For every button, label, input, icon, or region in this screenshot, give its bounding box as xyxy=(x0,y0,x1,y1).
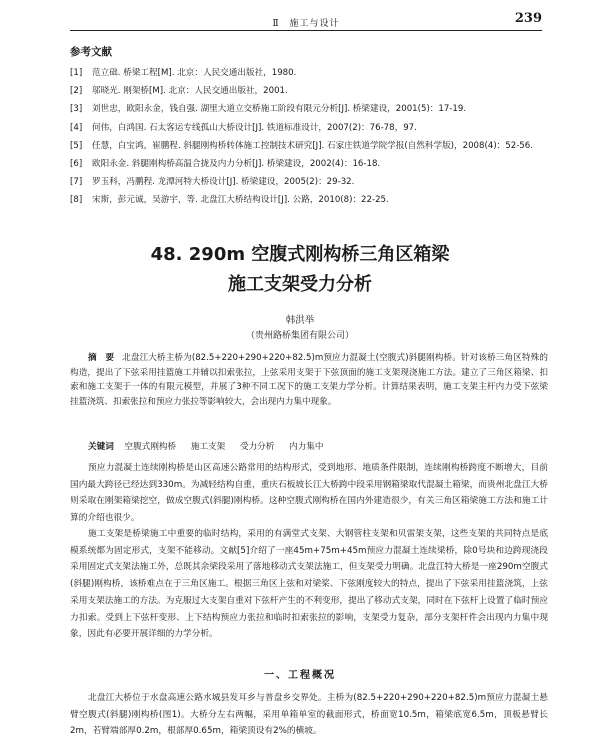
author-affiliation: （贵州路桥集团有限公司） xyxy=(245,331,354,341)
abstract-label: 摘 要 xyxy=(88,353,115,363)
reference-item xyxy=(70,100,550,118)
page-number: 239 xyxy=(514,11,542,26)
running-header xyxy=(70,8,542,31)
keyword: 施工支架 xyxy=(190,442,226,452)
keyword: 受力分析 xyxy=(239,442,275,452)
abstract-text: 北盘江大桥主桥为(82.5+220+290+220+82.5)m预应力混凝土(空腹式)斜腿刚构桥。针对该桥三角区特殊的构造，提出了下弦采用挂篮施工并辅以扣索张拉，上弦采用支架于下弦顶面的施工支架现浇施工方法。建立了三角区箱梁、扣索和施工支架于一体的有限元模型，并展了3种不同工况下的施工支架力学分析。计算结果表明，施工支架主杆内力受下弦梁挂篮浇筑、扣索张拉和预应力张拉等影响较大，会出现内力集中现象。 xyxy=(70,353,548,407)
body-paragraph: 预应力混凝土连续刚构桥是山区高速公路常用的结构形式，受到地形、地质条件限制，连续刚构桥跨度不断增大，目前国内最大跨径已经达到330m。为减轻结构自重，重庆石板坡长江大桥跨中段采用钢箱梁取代混凝土箱梁，而贵州北盘江大桥则采取在刚架箱梁挖空，做成空腹式(斜腿)刚构桥。这种空腹式刚构桥在国内外建造很少，有关三角区箱梁施工方法和施工计算的介绍也很少。 xyxy=(70,463,548,524)
article-title xyxy=(0,240,600,300)
reference-number: [7] xyxy=(70,177,83,188)
article-title-line2: 施工支架受力分析 xyxy=(228,274,372,295)
reference-text: 宋斯，彭元诚，吴游宇，等. 北盘江大桥结构设计[J]. 公路，2010(8)：22-25. xyxy=(92,195,389,206)
reference-number: [2] xyxy=(70,86,83,97)
reference-number: [6] xyxy=(70,159,83,170)
article-title-line1: 48. 290m 空腹式刚构桥三角区箱梁 xyxy=(150,244,450,265)
reference-text: 任慧，白宝鸿，崔鹏程. 斜腿刚构桥转体施工控制技术研究[J]. 石家庄铁道学院学报(自然科学版)，2008(4)：52-56. xyxy=(92,140,533,151)
author-name: 韩洪举 xyxy=(285,315,315,326)
journal-section-title: Ⅱ 施工与设计 xyxy=(272,19,340,29)
body-paragraph: 北盘江大桥位于水盘高速公路水城县发耳乡与普盘乡交界处。主桥为(82.5+220+290+220+82.5)m预应力混凝土悬臂空腹式(斜腿)刚构桥(图1)。大桥分左右两幅，采用单箱单室的截面形式，桥面宽10.5m，箱梁底宽6.5m，顶板悬臂长2m，若臂端部厚0.2m，根部厚0.65m，箱梁顶设有2%的横坡。 xyxy=(70,693,548,737)
abstract xyxy=(70,351,548,409)
reference-item xyxy=(70,137,550,155)
reference-number: [4] xyxy=(70,122,83,133)
reference-number: [1] xyxy=(70,68,83,78)
reference-item xyxy=(70,191,550,209)
reference-number: [5] xyxy=(70,140,83,151)
reference-item xyxy=(70,119,550,137)
reference-text: 何伟，白鸿国. 石太客运专线孤山大桥设计[J]. 铁道标准设计，2007(2)：76-78，97. xyxy=(92,122,417,133)
reference-item xyxy=(70,155,550,173)
references-heading: 参考文献 xyxy=(70,46,112,58)
reference-text: 范立础. 桥梁工程[M]. 北京：人民交通出版社，1980. xyxy=(92,68,297,78)
body-paragraph: 施工支架是桥梁施工中重要的临时结构，采用的有满堂式支架、大钢管柱支架和贝雷架支架，这些支架的共同特点是底模系统都为固定形式，支架不能移动。文献[5]介绍了一座45m+75m+45m预应力混凝土连续梁桥，除0号块和边跨现浇段采用固定式支架法施工外，总既其余梁段采用了落地移动式支架法施工，但支架受力明确。北盘江特大桥是一座290m空腹式(斜腿)刚构桥，该桥难点在于三角区施工。根据三角区上弦和对梁桨、下弦刚度较大的特点，提出了下弦采用挂篮浇筑，上弦采用支架法施工的方法。为克服过大支架自重对下弦杆产生的不利变形，提出了移动式支架，同时在下弦杆上设置了临时预应力扣索。受到上下弦杆变形、上下结构预应力张拉和临时扣索张拉的影响，支架受力复杂，部分支架杆件会出现内力集中现象，因此有必要开展详细的力学分析。 xyxy=(70,529,548,640)
reference-text: 欧阳永金. 斜腿刚构桥高温合拢及内力分析[J]. 桥梁建设，2002(4)：16-18. xyxy=(92,159,381,170)
reference-number: [3] xyxy=(70,104,83,115)
reference-item xyxy=(70,64,550,82)
keywords-label: 关键词 xyxy=(88,442,114,452)
reference-item xyxy=(70,173,550,191)
keyword: 内力集中 xyxy=(289,442,324,452)
keyword: 空腹式刚构桥 xyxy=(124,442,177,452)
reference-number: [8] xyxy=(70,195,83,206)
references-list xyxy=(70,64,550,210)
reference-text: 罗玉科，冯鹏程. 龙潭河特大桥设计[J]. 桥梁建设，2005(2)：29-32. xyxy=(92,177,355,188)
reference-item xyxy=(70,82,550,100)
section-heading: 一、工程概况 xyxy=(264,670,336,681)
keywords xyxy=(88,440,335,452)
reference-text: 邬晓光. 刚架桥[M]. 北京：人民交通出版社，2001. xyxy=(92,86,288,97)
reference-text: 刘世忠，欧阳永金，钱自强. 湖里大道立交桥施工阶段有限元分析[J]. 桥梁建设，2001(5)：17-19. xyxy=(92,104,467,115)
